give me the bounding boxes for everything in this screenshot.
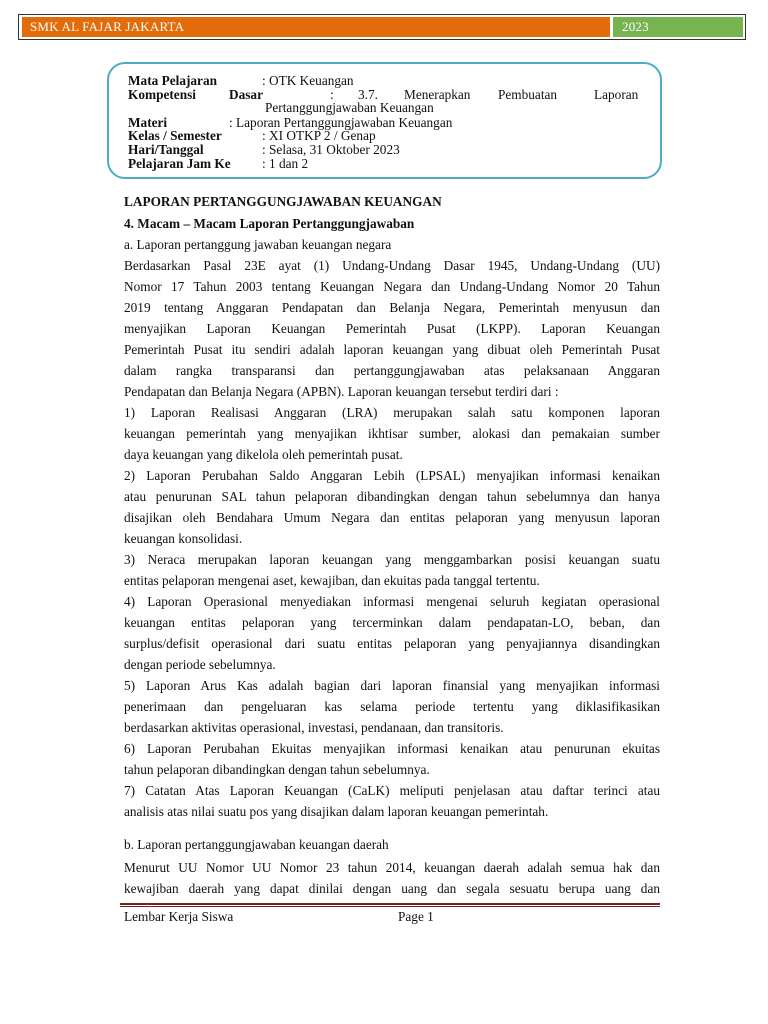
kd-word-2: Menerapkan xyxy=(404,87,471,102)
body-line: Berdasarkan Pasal 23E ayat (1) Undang-Undang Dasar 1945, Undang-Undang (UU) xyxy=(124,258,660,273)
body-line: menyajikan Laporan Keuangan Pemerintah Pusat (LKPP). Laporan Keuangan xyxy=(124,321,660,336)
body-line: atau penurunan SAL tahun pelaporan dibandingkan dengan tahun sebelumnya dan hanya xyxy=(124,489,660,504)
hari-value: : Selasa, 31 Oktober 2023 xyxy=(262,142,400,157)
kd-label-2: Dasar xyxy=(229,87,263,102)
materi-label: Materi xyxy=(128,115,168,130)
footer-rule xyxy=(120,906,660,907)
jam-label: Pelajaran Jam Ke xyxy=(128,156,231,171)
mapel-label: Mata Pelajaran xyxy=(128,73,217,88)
jam-value: : 1 dan 2 xyxy=(262,156,309,171)
body-line: dengan periode sebelumnya. xyxy=(124,657,276,672)
list-item-2: 2) Laporan Perubahan Saldo Anggaran Lebih (LPSAL) menyajikan informasi kenaikan xyxy=(124,468,660,483)
subsection-b-heading: b. Laporan pertanggungjawaban keuangan daerah xyxy=(124,837,389,852)
body-line: Nomor 17 Tahun 2003 tentang Keuangan Negara dan Undang-Undang Nomor 20 Tahun xyxy=(124,279,660,294)
list-item-4: 4) Laporan Operasional menyediakan informasi mengenai seluruh kegiatan operasional xyxy=(124,594,660,609)
body-line: tahun pelaporan dibandingkan dengan tahun sebelumnya. xyxy=(124,762,430,777)
kd-word-3: Pembuatan xyxy=(498,87,558,102)
kd-word-4: Laporan xyxy=(594,87,639,102)
body-line: kewajiban daerah yang dapat dinilai dengan uang dan segala sesuatu berupa uang dan xyxy=(124,881,660,896)
mapel-value: : OTK Keuangan xyxy=(262,73,354,88)
kelas-value: : XI OTKP 2 / Genap xyxy=(262,128,376,143)
body-line: Pemerintah Pusat itu sendiri adalah laporan keuangan yang dibuat oleh Pemerintah Pusat xyxy=(124,342,660,357)
body-line: analisis atas nilai suatu pos yang disajikan dalam laporan keuangan pemerintah. xyxy=(124,804,549,819)
footer-rule xyxy=(120,903,660,905)
body-line: surplus/defisit operasional dari suatu entitas pelaporan yang penyajiannya disandingkan xyxy=(124,636,660,651)
hari-label: Hari/Tanggal xyxy=(128,142,204,157)
kd-colon: : xyxy=(330,87,334,102)
list-item-1: 1) Laporan Realisasi Anggaran (LRA) merupakan salah satu komponen laporan xyxy=(124,405,660,420)
page-number: Page 1 xyxy=(398,909,434,924)
kd-value-line-2: Pertanggungjawaban Keuangan xyxy=(265,100,434,115)
body-line: daya keuangan yang dikelola oleh pemerintah pusat. xyxy=(124,447,403,462)
kd-word-1: 3.7. xyxy=(358,87,378,102)
body-line: entitas pelaporan mengenai aset, kewajiban, dan ekuitas pada tanggal tertentu. xyxy=(124,573,540,588)
document-title: LAPORAN PERTANGGUNGJAWABAN KEUANGAN xyxy=(124,194,442,209)
kelas-label: Kelas / Semester xyxy=(128,128,222,143)
header-year: 2023 xyxy=(622,19,649,34)
body-line: dalam rangka transparansi dan pertanggungjawaban atas pelaksanaan Anggaran xyxy=(124,363,660,378)
body-line: disajikan oleh Bendahara Umum Negara dan entitas pelaporan yang menyusun laporan xyxy=(124,510,660,525)
list-item-7: 7) Catatan Atas Laporan Keuangan (CaLK) meliputi penjelasan atau daftar terinci atau xyxy=(124,783,660,798)
header-school-name: SMK AL FAJAR JAKARTA xyxy=(30,19,185,34)
list-item-5: 5) Laporan Arus Kas adalah bagian dari laporan finansial yang menyajikan informasi xyxy=(124,678,660,693)
body-line: keuangan entitas pelaporan yang tercerminkan dalam pendapatan-LO, beban, dan xyxy=(124,615,660,630)
body-line: keuangan pemerintah yang menyajikan ikhtisar sumber, alokasi dan pemakaian sumber xyxy=(124,426,660,441)
body-line: Pendapatan dan Belanja Negara (APBN). Laporan keuangan tersebut terdiri dari : xyxy=(124,384,559,399)
body-line: keuangan konsolidasi. xyxy=(124,531,243,546)
subsection-a-heading: a. Laporan pertanggung jawaban keuangan negara xyxy=(124,237,392,252)
footer-left: Lembar Kerja Siswa xyxy=(124,909,234,924)
materi-value: : Laporan Pertanggungjawaban Keuangan xyxy=(229,115,453,130)
list-item-3: 3) Neraca merupakan laporan keuangan yang menggambarkan posisi keuangan suatu xyxy=(124,552,660,567)
body-line: 2019 tentang Anggaran Pendapatan dan Belanja Negara, Pemerintah menyusun dan xyxy=(124,300,660,315)
body-line: Menurut UU Nomor UU Nomor 23 tahun 2014, keuangan daerah adalah semua hak dan xyxy=(124,860,660,875)
body-line: berdasarkan aktivitas operasional, investasi, pendanaan, dan transitoris. xyxy=(124,720,504,735)
list-item-6: 6) Laporan Perubahan Ekuitas menyajikan informasi kenaikan atau penurunan ekuitas xyxy=(124,741,660,756)
kd-label-1: Kompetensi xyxy=(128,87,196,102)
body-line: penerimaan dan pengeluaran kas selama periode tertentu yang diklasifikasikan xyxy=(124,699,660,714)
section-heading: 4. Macam – Macam Laporan Pertanggungjawaban xyxy=(124,216,415,231)
